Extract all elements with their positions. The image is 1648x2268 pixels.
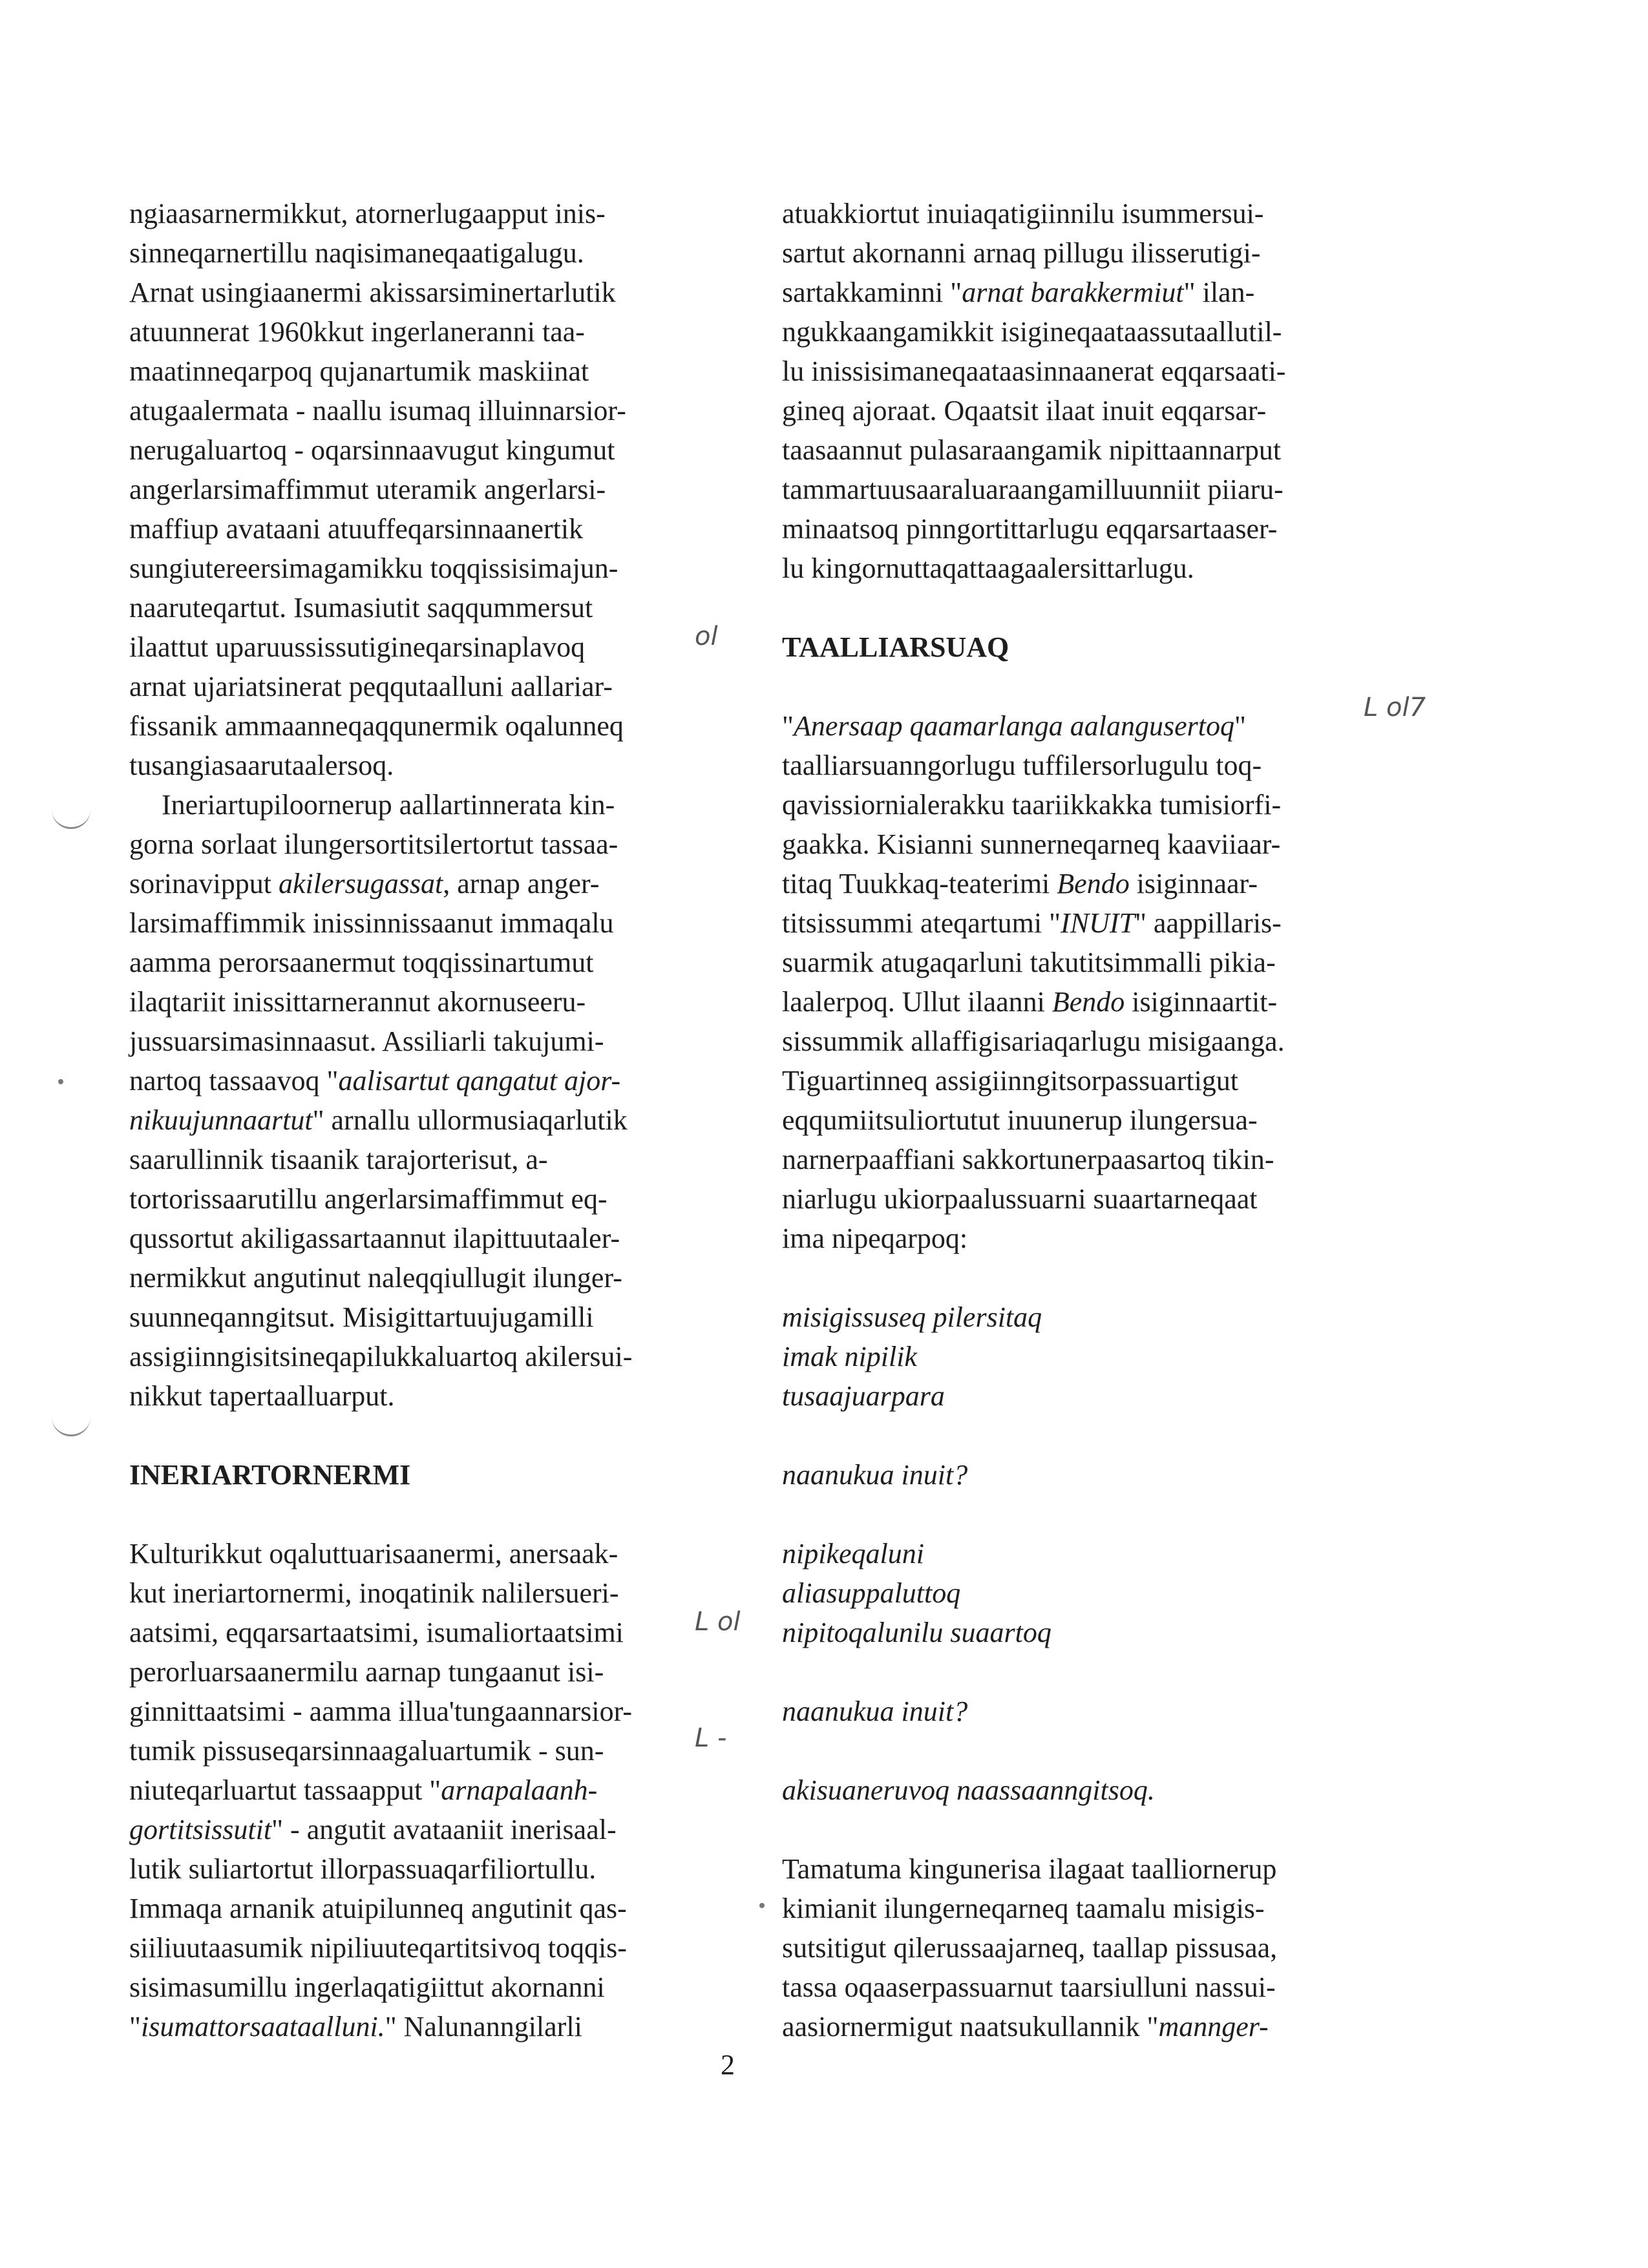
poem-refrain-2: naanukua inuit?: [782, 1696, 968, 1727]
text-line: gortitsissutit" - angutit avataaniit inerisaal-: [129, 1814, 617, 1845]
text-line: ima nipeqarpoq:: [782, 1223, 968, 1254]
margin-note-4: L ol7: [1364, 693, 1426, 722]
text-line: "Anersaap qaamarlanga aalangusertoq": [782, 710, 1246, 742]
text-line: kimianit ilungerneqarneq taamalu misigis-: [782, 1893, 1265, 1924]
poem-line: nipitoqalunilu suaartoq: [782, 1617, 1051, 1648]
text-line: laalerpoq. Ullut ilaanni Bendo isiginnaartit-: [782, 986, 1278, 1018]
text-line: Tiguartinneq assigiinngitsorpassuartigut: [782, 1065, 1239, 1097]
text-line: saarullinnik tisaanik tarajorterisut, a-: [129, 1144, 548, 1175]
right-column: [782, 194, 1370, 2046]
right-paragraph-1: [782, 194, 1370, 588]
text-line: gineq ajoraat. Oqaatsit ilaat inuit eqqarsar-: [782, 395, 1267, 426]
margin-tick-mark: [52, 801, 90, 829]
text-line: titsissummi ateqartumi "INUIT" aappillaris-: [782, 907, 1282, 939]
text-line: aatsimi, eqqarsartaatsimi, isumaliortaatsimi: [129, 1617, 624, 1648]
margin-tick-mark: [52, 1409, 90, 1436]
margin-note-3: L -: [695, 1723, 727, 1753]
text-line: tumik pissuseqarsinnaagaluartumik - sun-: [129, 1735, 604, 1767]
text-line: titaq Tuukkaq-teaterimi Bendo isiginnaar-: [782, 868, 1258, 899]
text-line: taasaannut pulasaraangamik nipittaannarput: [782, 434, 1282, 466]
text-line: gaakka. Kisianni sunnerneqarneq kaaviiaar-: [782, 828, 1281, 860]
left-paragraph-1: [129, 194, 692, 785]
text-line: ngukkaangamikkit isigineqaataassutaallutil-: [782, 316, 1282, 348]
text-line: fissanik ammaanneqaqqunermik oqalunneq: [129, 710, 624, 742]
left-paragraph-2: [129, 785, 692, 1416]
text-line: qavissiornialerakku taariikkakka tumisiorfi-: [782, 789, 1282, 821]
text-line: perorluarsaanermilu aarnap tungaanut isi-: [129, 1656, 604, 1688]
text-line: nikkut tapertaalluarput.: [129, 1380, 395, 1412]
poem-line: misigissuseq pilersitaq: [782, 1301, 1042, 1333]
text-line: suunneqanngitsut. Misigittartuujugamilli: [129, 1301, 594, 1333]
text-line: ginnittaatsimi - aamma illua'tungaannarsior-: [129, 1696, 633, 1727]
text-line: larsimaffimmik inissinnissaanut immaqalu: [129, 907, 614, 939]
text-line: sinneqarnertillu naqisimaneqaatigalugu.: [129, 237, 584, 269]
text-line: tusangiasaarutaalersoq.: [129, 750, 394, 781]
text-line: tammartuusaaraluaraangamilluunniit piiaru-: [782, 474, 1284, 505]
text-line: qussortut akiligassartaannut ilapittuutaaler-: [129, 1223, 620, 1254]
poem-refrain-1: naanukua inuit?: [782, 1459, 968, 1491]
text-line: angerlarsimaffimmut uteramik angerlarsi-: [129, 474, 606, 505]
text-line: jussuarsimasinnaasut. Assiliarli takujumi-: [129, 1025, 604, 1057]
text-line: minaatsoq pinngortittarlugu eqqarsartaaser-: [782, 513, 1278, 545]
margin-note-2: L ol: [695, 1607, 741, 1637]
text-line: atuakkiortut inuiaqatigiinnilu isummersui-: [782, 198, 1264, 229]
poem-line: aliasuppaluttoq: [782, 1577, 961, 1609]
text-line: nermikkut angutinut naleqqiullugit ilunger-: [129, 1262, 622, 1294]
text-line: tassa oqaaserpassuarnut taarsiulluni nassui-: [782, 1971, 1276, 2003]
poem-line: tusaajuarpara: [782, 1380, 945, 1412]
text-line: niarlugu ukiorpaalussuarni suaartarneqaat: [782, 1183, 1258, 1215]
text-line: atugaalermata - naallu isumaq illuinnarsior-: [129, 395, 626, 426]
text-line: sungiutereersimagamikku toqqissisimajun-: [129, 552, 618, 584]
text-line: sorinavipput akilersugassat, arnap anger-: [129, 868, 600, 899]
text-line: sissummik allaffigisariaqarlugu misigaanga.: [782, 1025, 1285, 1057]
right-paragraph-3: [782, 1849, 1370, 2046]
margin-note-1: ol: [695, 622, 718, 651]
text-line: assigiinngisitsineqapilukkaluartoq akilersui-: [129, 1341, 633, 1372]
text-line: niuteqarluartut tassaapput "arnapalaanh-: [129, 1774, 598, 1806]
text-line: sartut akornanni arnaq pillugu ilisserutigi-: [782, 237, 1261, 269]
poem-closing: akisuaneruvoq naassaanngitsoq.: [782, 1774, 1155, 1806]
text-line: nikuujunnaartut" arnallu ullormusiaqarlutik: [129, 1104, 628, 1136]
text-line: suarmik atugaqarluni takutitsimmalli pikia-: [782, 947, 1276, 978]
text-line: kut ineriartornermi, inoqatinik nalilersueri-: [129, 1577, 619, 1609]
text-line: "isumattorsaataalluni." Nalunanngilarli: [129, 2011, 582, 2042]
text-line: lu kingornuttaqattaagaalersittarlugu.: [782, 552, 1194, 584]
text-line: maffiup avataani atuuffeqarsinnaanertik: [129, 513, 584, 545]
right-paragraph-2: [782, 706, 1370, 1258]
text-line: sutsitigut qilerussaajarneq, taallap pissusaa,: [782, 1932, 1278, 1964]
margin-dot: [759, 1903, 765, 1908]
text-line: Kulturikkut oqaluttuarisaanermi, anersaak-: [129, 1538, 618, 1570]
text-line: Tamatuma kingunerisa ilagaat taalliornerup: [782, 1853, 1277, 1885]
poem-line: imak nipilik: [782, 1341, 917, 1372]
text-line: eqqumiitsuliortutut inuunerup ilungersua-: [782, 1104, 1258, 1136]
text-line: arnat ujariatsinerat peqqutaalluni aallariar-: [129, 671, 613, 702]
text-line: narnerpaaffiani sakkortunerpaasartoq tikin-: [782, 1144, 1274, 1175]
text-line: sisimasumillu ingerlaqatigiittut akornanni: [129, 1971, 605, 2003]
text-line: taalliarsuanngorlugu tuffilersorlugulu toq-: [782, 750, 1262, 781]
section-heading-ineriartornermi: INERIARTORNERMI: [129, 1459, 411, 1491]
margin-dot: [58, 1079, 63, 1084]
text-line: ilaattut uparuussissutigineqarsinaplavoq: [129, 631, 586, 663]
text-line: aasiornermigut naatsukullannik "mannger-: [782, 2011, 1269, 2042]
text-line: lu inissisimaneqaataasinnaanerat eqqarsaati-: [782, 355, 1286, 387]
text-line: maatinneqarpoq qujanartumik maskiinat: [129, 355, 589, 387]
text-line: naaruteqartut. Isumasiutit saqqummersut: [129, 592, 593, 624]
page-number: 2: [721, 2049, 735, 2081]
text-line: sartakkaminni "arnat barakkermiut" ilan-: [782, 277, 1255, 308]
section-heading-taalliarsuaq: TAALLIARSUAQ: [782, 631, 1009, 663]
text-line: Ineriartupiloornerup aallartinnerata kin-: [162, 789, 615, 821]
text-line: tortorissaarutillu angerlarsimaffimmut eq-: [129, 1183, 607, 1215]
left-paragraph-3: [129, 1534, 692, 2046]
poem-stanza-2: [782, 1534, 1370, 1652]
text-line: nartoq tassaavoq "aalisartut qangatut ajor-: [129, 1065, 621, 1097]
text-line: gorna sorlaat ilungersortitsilertortut tassaa-: [129, 828, 618, 860]
text-line: ngiaasarnermikkut, atornerlugaapput inis-: [129, 198, 606, 229]
poem-line: nipikeqaluni: [782, 1538, 924, 1570]
left-column: [129, 194, 692, 2046]
poem-stanza-1: [782, 1297, 1370, 1416]
text-line: nerugaluartoq - oqarsinnaavugut kingumut: [129, 434, 615, 466]
text-line: Arnat usingiaanermi akissarsiminertarlutik: [129, 277, 616, 308]
text-line: aamma perorsaanermut toqqissinartumut: [129, 947, 594, 978]
text-line: Immaqa arnanik atuipilunneq angutinit qas-: [129, 1893, 627, 1924]
text-line: atuunnerat 1960kkut ingerlaneranni taa-: [129, 316, 585, 348]
text-line: ilaqtariit inissittarnerannut akornuseeru-: [129, 986, 586, 1018]
text-line: lutik suliartortut illorpassuaqarfiliortullu.: [129, 1853, 597, 1885]
text-line: siiliuutaasumik nipiliuuteqartitsivoq toqqis-: [129, 1932, 627, 1964]
